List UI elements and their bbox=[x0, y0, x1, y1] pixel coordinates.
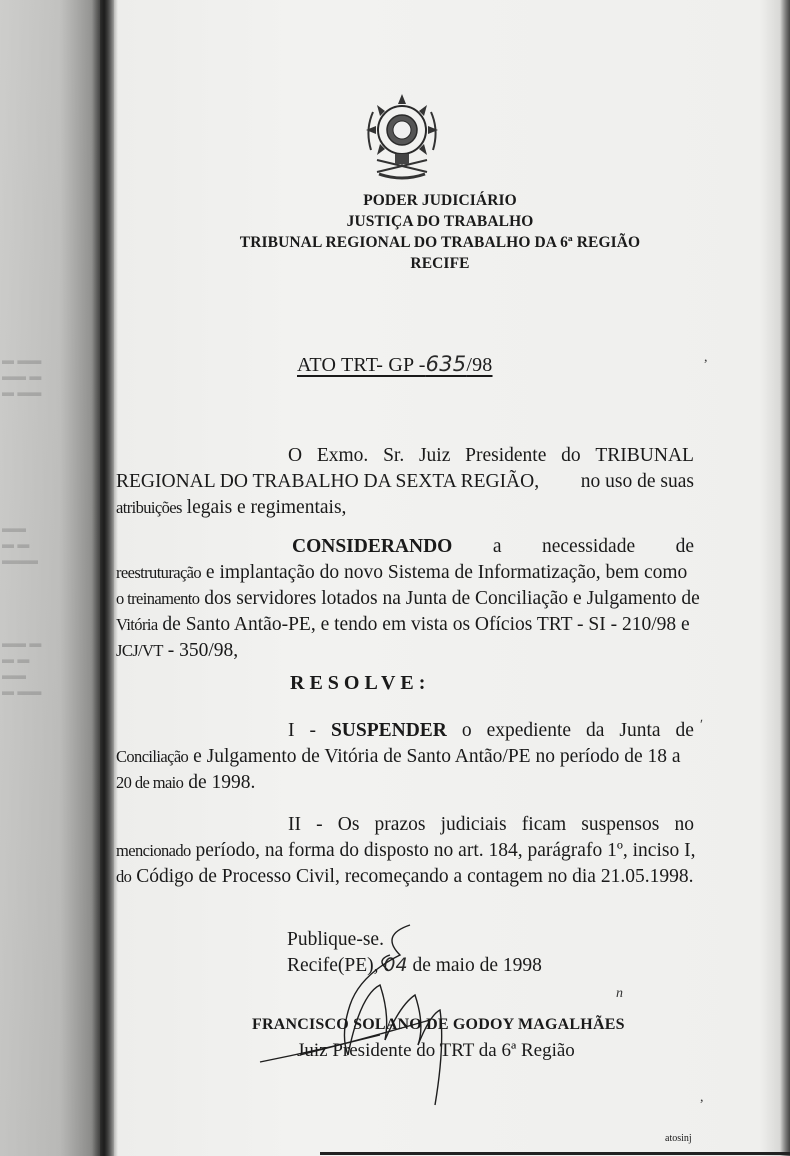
item-1-paragraph bbox=[116, 718, 694, 796]
item-1-word: expediente bbox=[486, 720, 572, 741]
intro-word: Sr. bbox=[383, 445, 405, 466]
intro-word: Presidente bbox=[465, 445, 547, 466]
item-2-word: no bbox=[674, 814, 694, 835]
item-2-word: ficam bbox=[521, 814, 567, 835]
header-justica-trabalho: JUSTIÇA DO TRABALHO bbox=[346, 213, 534, 230]
intro-line-2 bbox=[116, 469, 694, 495]
page-edge-shadow bbox=[780, 0, 790, 1156]
header-tribunal-regional: TRIBUNAL REGIONAL DO TRABALHO DA 6ª REGIÃO bbox=[239, 234, 641, 251]
date-rest: de maio de 1998 bbox=[407, 955, 542, 976]
item-1-word: de bbox=[675, 720, 694, 741]
intro-line-1 bbox=[116, 443, 694, 469]
considerando-paragraph bbox=[116, 534, 700, 664]
act-number-handwritten: 635 bbox=[425, 352, 467, 376]
item-2-text: Código de Processo Civil, recomeçando a contagem no dia 21.05.1998. bbox=[131, 866, 694, 887]
footer-code: atosinj bbox=[665, 1133, 692, 1144]
item-1-line-2 bbox=[116, 744, 694, 770]
item-1-text: e Julgamento de Vitória de Santo Antão/PE no período de 18 a bbox=[188, 746, 681, 767]
considerando-text: reestruturação bbox=[116, 563, 202, 582]
intro-paragraph bbox=[116, 443, 694, 521]
considerando-word: a bbox=[492, 536, 502, 557]
coat-of-arms-icon bbox=[357, 90, 447, 182]
considerando-text: dos servidores lotados na Junta de Conciliação e Julgamento de bbox=[199, 588, 700, 609]
signer-role: Juiz Presidente do TRT da 6ª Região bbox=[297, 1040, 575, 1061]
considerando-line-5 bbox=[116, 638, 694, 664]
facing-page-ghost-text: ▬▬ ▬ ▬ ▬ ▬▬ ▬ ▬▬ bbox=[2, 636, 42, 698]
considerando-line-4 bbox=[116, 612, 694, 638]
intro-text: no uso de suas bbox=[580, 471, 694, 492]
considerando-word: de bbox=[675, 536, 694, 557]
resolve-heading: RESOLVE: bbox=[290, 672, 431, 694]
signer-name: FRANCISCO SOLANO DE GODOY MAGALHÃES bbox=[252, 1016, 625, 1033]
considerando-text: Vitória bbox=[116, 615, 158, 634]
considerando-label: CONSIDERANDO bbox=[292, 536, 453, 557]
intro-word: Exmo. bbox=[316, 445, 369, 466]
item-2-text: período, na forma do disposto no art. 184, parágrafo 1º, inciso I, bbox=[190, 840, 696, 861]
considerando-line-3 bbox=[116, 586, 700, 612]
item-1-line-3 bbox=[116, 770, 694, 796]
intro-word: O bbox=[288, 445, 303, 466]
item-2-word: Os bbox=[337, 814, 360, 835]
considerando-text: - 350/98, bbox=[162, 640, 239, 661]
margin-mark: , bbox=[704, 350, 708, 365]
binding-gutter-shadow bbox=[92, 0, 114, 1156]
item-1-text: de 1998. bbox=[183, 772, 256, 793]
item-1-word: Junta bbox=[619, 720, 661, 741]
intro-line-3 bbox=[116, 495, 694, 521]
header-city: RECIFE bbox=[410, 255, 470, 272]
publication-line: Publique-se. bbox=[287, 929, 384, 950]
item-2-paragraph bbox=[116, 812, 694, 890]
item-2-line-1 bbox=[116, 812, 694, 838]
item-1-word: da bbox=[586, 720, 605, 741]
intro-text: REGIONAL DO TRABALHO DA SEXTA REGIÃO, bbox=[116, 471, 540, 492]
margin-mark: ʹ bbox=[700, 718, 704, 733]
date-place: Recife(PE), bbox=[287, 955, 384, 976]
act-title-suffix: /98 bbox=[466, 354, 493, 376]
item-2-line-2 bbox=[116, 838, 694, 864]
considerando-text: de Santo Antão-PE, e tendo em vista os Ofícios TRT - SI - 210/98 e bbox=[157, 614, 690, 635]
item-2-text: do bbox=[116, 867, 132, 886]
margin-mark: , bbox=[700, 1090, 704, 1105]
intro-text: atribuições bbox=[116, 498, 182, 517]
header-poder-judiciario: PODER JUDICIÁRIO bbox=[363, 192, 517, 209]
item-2-text: mencionado bbox=[116, 841, 191, 860]
item-1-verb: SUSPENDER bbox=[330, 720, 447, 741]
facing-page-ghost-text: ▬ ▬▬ ▬▬ ▬ ▬ ▬▬ bbox=[2, 353, 42, 399]
considerando-line-2 bbox=[116, 560, 694, 586]
item-2-line-3 bbox=[116, 864, 694, 890]
considerando-word: necessidade bbox=[541, 536, 636, 557]
act-title-prefix: ATO TRT- GP - bbox=[297, 354, 426, 376]
item-1-line-1 bbox=[116, 718, 694, 744]
date-day-handwritten: 04 bbox=[383, 954, 408, 976]
intro-word: Juiz bbox=[418, 445, 451, 466]
intro-word: do bbox=[561, 445, 581, 466]
item-2-word: prazos bbox=[374, 814, 426, 835]
facing-page-bleed bbox=[0, 0, 100, 1156]
bottom-edge bbox=[320, 1152, 790, 1155]
considerando-text: o treinamento bbox=[116, 589, 200, 608]
item-2-word: judiciais bbox=[440, 814, 507, 835]
facing-page-ghost-text: ▬▬ ▬ ▬ ▬▬▬ bbox=[2, 521, 38, 567]
considerando-text: JCJ/VT bbox=[116, 641, 163, 660]
item-2-word: suspensos bbox=[581, 814, 660, 835]
considerando-line-1 bbox=[116, 534, 694, 560]
item-1-text: Conciliação bbox=[116, 747, 189, 766]
item-1-text: 20 de maio bbox=[116, 773, 184, 792]
intro-text: legais e regimentais, bbox=[181, 497, 347, 518]
item-1-dash: - bbox=[309, 720, 316, 741]
margin-mark: n bbox=[616, 986, 623, 1001]
item-1-word: o bbox=[461, 720, 472, 741]
item-1-roman: I bbox=[288, 720, 295, 741]
item-2-word: - bbox=[316, 814, 323, 835]
considerando-text: e implantação do novo Sistema de Informatização, bem como bbox=[201, 562, 688, 583]
intro-word: TRIBUNAL bbox=[595, 445, 694, 466]
item-2-word: II bbox=[288, 814, 301, 835]
act-title bbox=[297, 352, 493, 377]
date-line bbox=[287, 952, 542, 979]
